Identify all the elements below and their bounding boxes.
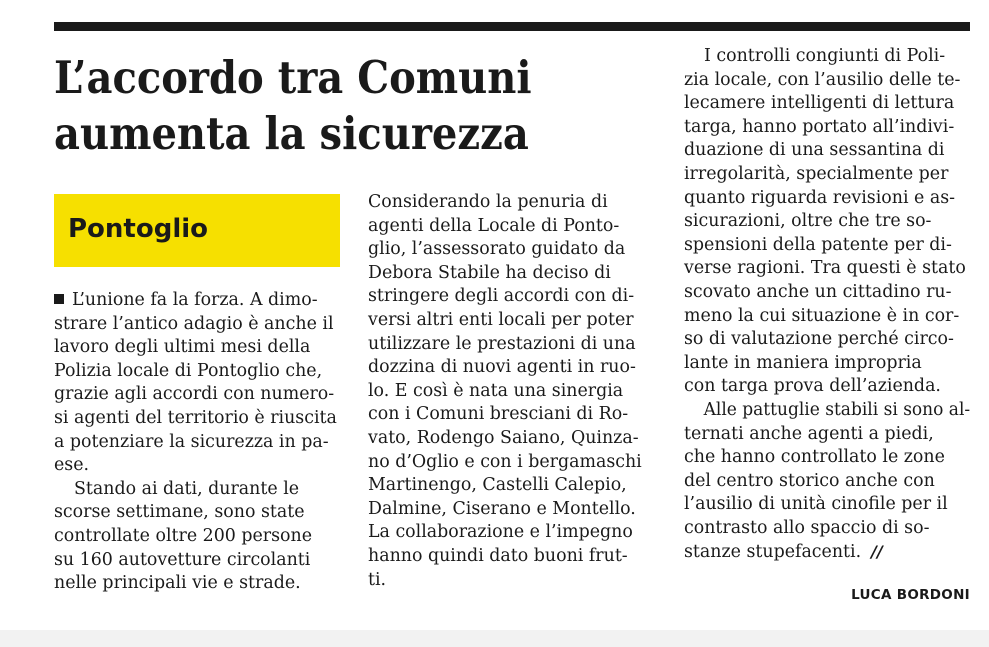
article-line [684, 69, 970, 93]
article-line [368, 285, 656, 309]
article-line [684, 517, 970, 541]
article-line [54, 478, 340, 502]
article-line-text: a potenziare la sicurezza in pa- [54, 431, 329, 452]
article-line [368, 333, 656, 357]
article-line-text: Martinengo, Castelli Calepio, [368, 475, 627, 496]
article-line-text: stringere degli accordi con di- [368, 286, 635, 307]
article-line-text: ti. [368, 569, 387, 590]
article-line [368, 262, 656, 286]
article-line-text: glio, l’assessorato guidato da [368, 239, 626, 260]
article-line [54, 454, 340, 478]
article-line-text: scorse settimane, sono state [54, 502, 305, 523]
article-line-text: vato, Rodengo Saiano, Quinza- [368, 427, 639, 448]
article-line [684, 470, 970, 494]
article-line [368, 380, 656, 404]
article-line-text: Stando ai dati, durante le [74, 478, 300, 499]
article-line [368, 215, 656, 239]
article-line-text: ternati anche agenti a piedi, [684, 423, 934, 444]
article-line-text: controllate oltre 200 persone [54, 525, 312, 546]
article-line-text: si agenti del territorio è riuscita [54, 407, 337, 428]
article-line-text: l’ausilio di unità cinofile per il [684, 494, 948, 515]
article-line [54, 336, 340, 360]
byline: LUCA BORDONI [851, 587, 970, 603]
article-line [54, 407, 340, 431]
location-box [54, 194, 340, 267]
article-column-1 [54, 289, 340, 596]
article-line-text: con i Comuni bresciani di Ro- [368, 404, 629, 425]
article-line [684, 281, 970, 305]
article-line [684, 187, 970, 211]
article-line-text: Polizia locale di Pontoglio che, [54, 360, 323, 381]
article-line-text: dozzina di nuovi agenti in ruo- [368, 357, 636, 378]
article-line-text: irregolarità, specialmente per [684, 163, 949, 184]
article-line-text: no d’Oglio e con i bergamaschi [368, 451, 642, 472]
article-line-text: agenti della Locale di Ponto- [368, 215, 620, 236]
article-line-text: contrasto allo spaccio di so- [684, 517, 930, 538]
location-label: Pontoglio [68, 214, 209, 244]
article-line [368, 403, 656, 427]
article-line-text: spensioni della patente per di- [684, 234, 952, 255]
headline-line: L’accordo tra Comuni [54, 51, 532, 104]
article-line-text: scovato anche un cittadino ru- [684, 281, 952, 302]
article-column-2 [368, 191, 656, 592]
article-line [684, 139, 970, 163]
article-line-text: L’unione fa la forza. A dimo- [72, 290, 318, 310]
article-line [684, 257, 970, 281]
end-mark: // [871, 542, 883, 562]
article-line [684, 305, 970, 329]
article-line [368, 427, 656, 451]
article-line-text: lante in maniera impropria [684, 352, 922, 373]
article-line-text: che hanno controllato le zone [684, 447, 945, 468]
article-line [684, 328, 970, 352]
article-line [54, 383, 340, 407]
article-line [368, 309, 656, 333]
article-line-text: lecamere intelligenti di lettura [684, 93, 955, 114]
article-line-text: targa, hanno portato all’indivi- [684, 116, 955, 137]
article-line [368, 356, 656, 380]
article-line [684, 446, 970, 470]
article-line-text: Alle pattuglie stabili si sono al- [703, 399, 971, 420]
article-line-text: stanze stupefacenti. [684, 542, 862, 563]
article-line-text: sicurazioni, oltre che tre so- [684, 211, 932, 232]
article-line-text: so di valutazione perché circo- [684, 329, 954, 350]
article-line-text: versi altri enti locali per poter [368, 309, 634, 330]
article-line-text: Debora Stabile ha deciso di [368, 262, 611, 283]
article-line-text: grazie agli accordi con numero- [54, 384, 335, 405]
article-line-text: su 160 autovetture circolanti [54, 549, 311, 570]
article-line-text: Dalmine, Ciserano e Montello. [368, 498, 636, 519]
article-line-text: duazione di una sessantina di [684, 140, 945, 161]
headline [54, 50, 588, 162]
article-line [684, 92, 970, 116]
article-line [54, 549, 340, 573]
article-line [54, 360, 340, 384]
article-line [684, 375, 970, 399]
article-line-text: utilizzare le prestazioni di una [368, 333, 636, 354]
article-line-text: quanto riguarda revisioni e as- [684, 187, 956, 208]
article-line-text: Considerando la penuria di [368, 192, 608, 212]
article-line-text: nelle principali vie e strade. [54, 573, 301, 594]
article-line-text: hanno quindi dato buoni frut- [368, 545, 628, 566]
article-line-text: verse ragioni. Tra questi è stato [684, 258, 966, 279]
article-line [684, 210, 970, 234]
headline-line: aumenta la sicurezza [54, 107, 529, 160]
article-line [684, 540, 970, 565]
article-line [684, 116, 970, 140]
top-rule [54, 22, 970, 31]
article-line [684, 423, 970, 447]
article-line-text: meno la cui situazione è in cor- [684, 305, 960, 326]
article-line [684, 493, 970, 517]
article-line [684, 234, 970, 258]
article-line-text: strare l’antico adagio è anche il [54, 313, 334, 334]
article-line [368, 521, 656, 545]
article-line [684, 352, 970, 376]
article-line-text: zia locale, con l’ausilio delle te- [684, 69, 961, 90]
article-line [368, 238, 656, 262]
article-line [54, 525, 340, 549]
article-line [54, 313, 340, 337]
article-line-text: con targa prova dell’azienda. [684, 376, 941, 397]
article-line [684, 45, 970, 69]
article-line-text: lavoro degli ultimi mesi della [54, 337, 311, 358]
article-line [368, 191, 656, 215]
article-line-text: La collaborazione e l’impegno [368, 522, 633, 543]
article-line [54, 572, 340, 596]
article-line [368, 451, 656, 475]
article-line [368, 545, 656, 569]
article-line-text: ese. [54, 455, 90, 476]
article-line-text: del centro storico anche con [684, 470, 935, 491]
article-line [54, 431, 340, 455]
article-line [54, 289, 340, 313]
article-line [368, 474, 656, 498]
article-line [368, 569, 656, 593]
article-line [684, 163, 970, 187]
bullet-square-icon [54, 294, 64, 304]
article-line-text: lo. E così è nata una sinergia [368, 380, 624, 401]
article-line [368, 498, 656, 522]
article-line-text: I controlli congiunti di Poli- [704, 46, 946, 66]
article-line [684, 399, 971, 423]
article-column-3 [684, 45, 970, 565]
article-line [54, 501, 340, 525]
